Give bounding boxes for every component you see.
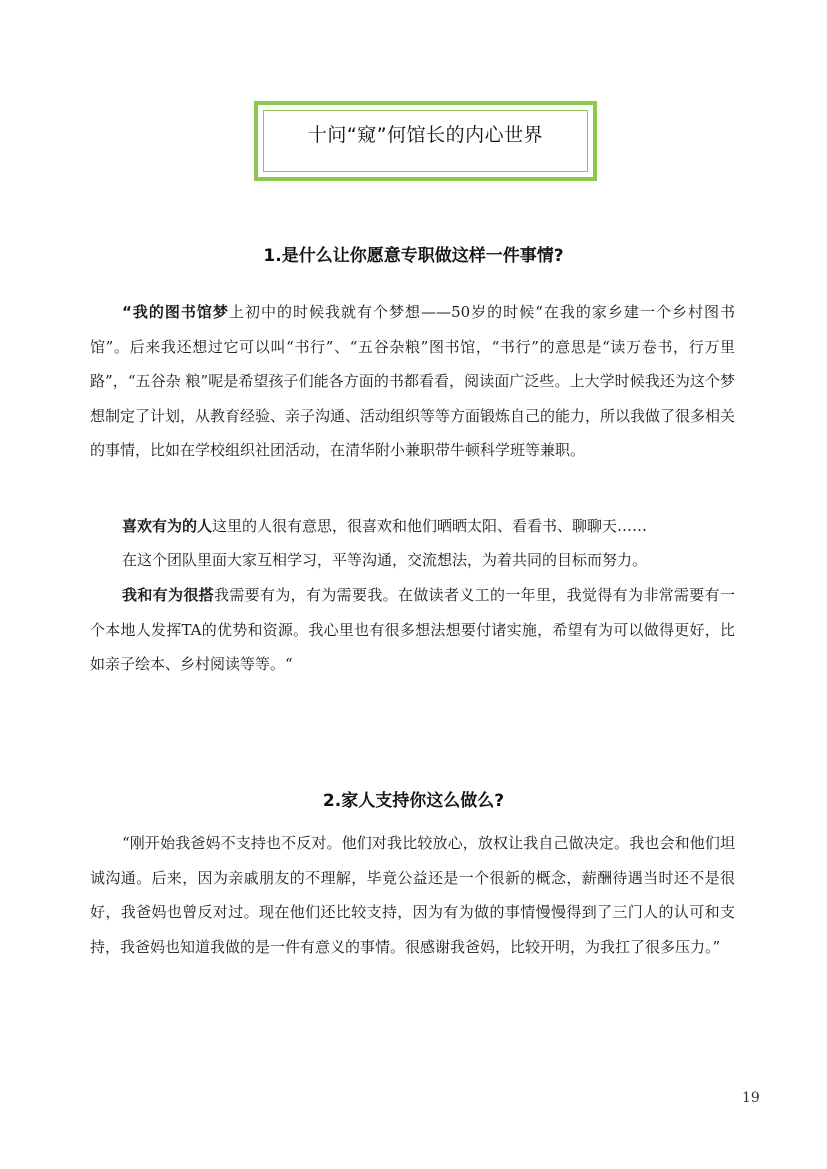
section-2-heading: 2.家人支持你这么做么? <box>322 791 505 811</box>
paragraph-lead: “我的图书馆梦 <box>122 303 229 321</box>
paragraph-text: 这里的人很有意思，很喜欢和他们晒晒太阳、看看书、聊聊天…… <box>212 517 648 535</box>
document-title: 十问“窥”何馆长的内心世界 <box>307 124 544 146</box>
title-box <box>254 101 597 181</box>
section-1-paragraph-1 <box>90 295 735 468</box>
section-1-heading: 1.是什么让你愿意专职做这样一件事情? <box>263 246 564 266</box>
section-1-paragraph-2 <box>90 509 735 544</box>
paragraph-lead: 喜欢有为的人 <box>122 517 213 535</box>
paragraph-text: 我需要有为，有为需要我。在做读者义工的一年里，我觉得有为非常需要有一个本地人发挥TA的优势和资源。我心里也有很多想法想要付诸实施，希望有为可以做得更好，比如亲子绘本、乡村阅读等等。“ <box>90 586 735 673</box>
paragraph-lead: 我和有为很搭 <box>122 586 214 604</box>
page-number: 19 <box>742 1090 760 1106</box>
section-2-paragraph: “刚开始我爸妈不支持也不反对。他们对我比较放心，放权让我自己做决定。我也会和他们坦诚沟通。后来，因为亲戚朋友的不理解，毕竟公益还是一个很新的概念，薪酬待遇当时还不是很好，我爸妈也曾反对过。现在他们还比较支持，因为有为做的事情慢慢得到了三门人的认可和支持，我爸妈也知道我做的是一件有意义的事情。很感谢我爸妈，比较开明，为我扛了很多压力。” <box>90 834 735 956</box>
section-1-paragraph-4 <box>90 578 735 682</box>
paragraph-text: 在这个团队里面大家互相学习，平等沟通，交流想法，为着共同的目标而努力。 <box>122 551 648 569</box>
paragraph-text: 上初中的时候我就有个梦想——50岁的时候“在我的家乡建一个乡村图书馆”。后来我还想过它可以叫“书行”、“五谷杂粮”图书馆，“书行”的意思是“读万卷书，行万里路”，“五谷杂 粮”呢是希望孩子们能各方面的书都看看，阅读面广泛些。上大学时候我还为这个梦想制定了计划，从教育经验、亲子沟通、活动组织等等方面锻炼自己的能力，所以我做了很多相关的事情，比如在学校组织社团活动，在清华附小兼职带牛顿科学班等兼职。 <box>90 303 736 459</box>
section-1-paragraph-3 <box>90 543 735 578</box>
